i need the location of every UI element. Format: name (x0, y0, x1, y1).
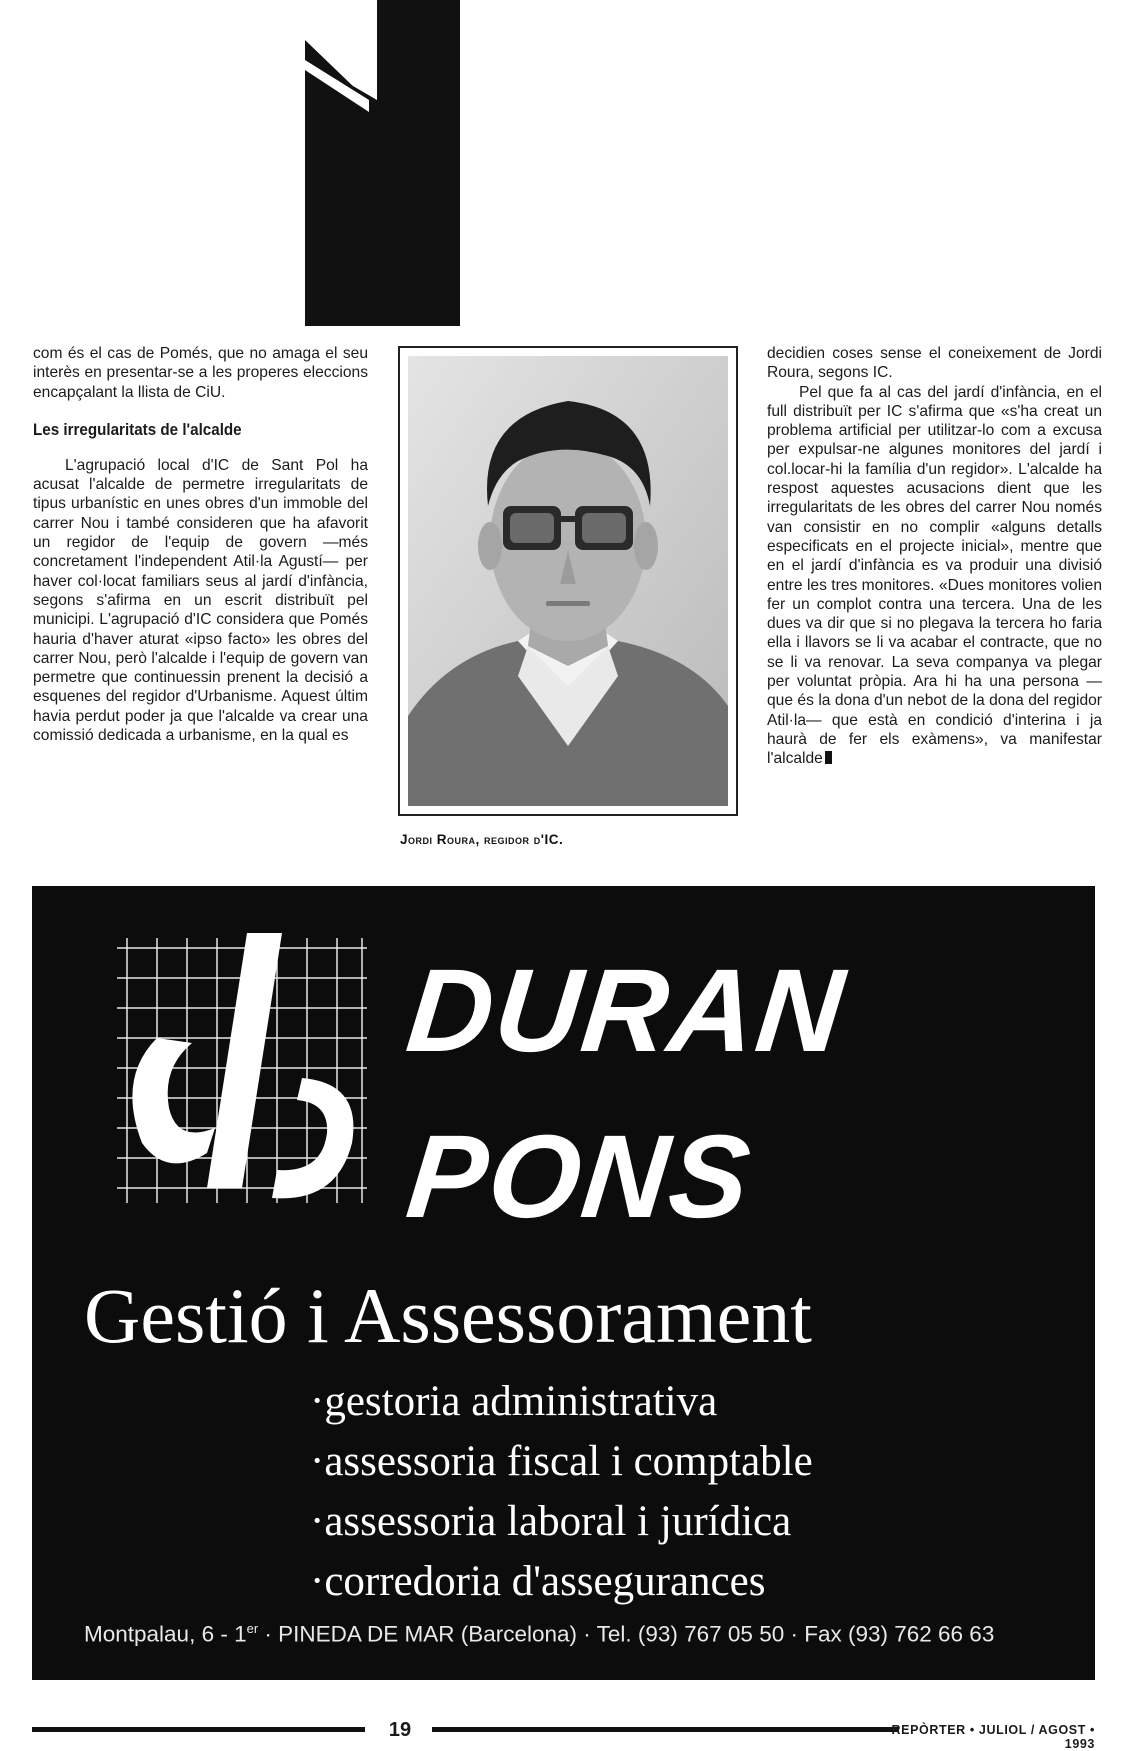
advert-contact-floor-suffix: er (246, 1621, 259, 1636)
advert-brand-line-1: DURAN (401, 945, 852, 1077)
advert-service-item: · corredoria d'assegurances (310, 1552, 813, 1612)
advert-brand-line-2: PONS (401, 1111, 758, 1243)
article-paragraph: L'agrupació local d'IC de Sant Pol ha acusat l'alcalde de permetre irregularitats de tipus urbanístic en unes obres d'un immoble del carrer Nou i també consideren que ha afavorit un regidor de l'equip de govern —més concretament l'independent Atil·la Agustí— per haver col·locat familiars seus al jardí d'infància, segons s'afirma en un escrit distribuït pel municipi. L'agrupació d'IC considera que Pomés hauria d'haver aturat «ipso facto» les obres del carrer Nou, però l'alcalde i l'equip de govern van permetre que continuessin prenent la decisió a esquenes del regidor d'Urbanisme. Aquest últim havia perdut poder ja que l'alcalde va crear una comissió dedicada a urbanisme, en la qual es (33, 456, 368, 745)
article-left-column (33, 344, 368, 745)
magazine-issue-label: REPÒRTER • JULIOL / AGOST • 1993 (891, 1723, 1095, 1751)
advert-service-item: · gestoria administrativa (310, 1372, 813, 1432)
advert-contact-details: · PINEDA DE MAR (Barcelona) · Tel. (93) 767 05 50 · Fax (93) 762 66 63 (258, 1621, 995, 1647)
portrait-photo (408, 356, 728, 806)
article-paragraph: com és el cas de Pomés, que no amaga el seu interès en presentar-se a les properes eleccions encapçalant la llista de CiU. (33, 345, 368, 401)
advert-service-item: · assessoria fiscal i comptable (310, 1432, 813, 1492)
article-subheading: Les irregularitats de l'alcalde (33, 420, 242, 439)
page-number: 19 (388, 1719, 412, 1741)
page-footer (32, 1718, 1095, 1751)
end-of-article-mark (825, 751, 832, 764)
article-paragraph (767, 383, 1102, 769)
advert-tagline: Gestió i Assessorament (84, 1272, 812, 1359)
section-initial-n-graphic (305, 0, 460, 326)
photo-caption: Jordi Roura, regidor d'IC. (400, 832, 564, 847)
duran-pons-logo-icon (97, 928, 382, 1218)
advert-service-item: · assessoria laboral i jurídica (310, 1492, 813, 1552)
advert-contact-line (84, 1616, 1044, 1648)
article-paragraph: decidien coses sense el coneixement de Jordi Roura, segons IC. (767, 345, 1102, 382)
advertisement-duran-pons (32, 886, 1095, 1680)
footer-rule-left (32, 1727, 365, 1732)
footer-rule-right (432, 1727, 899, 1732)
article-right-column (767, 344, 1102, 769)
portrait-illustration (408, 356, 728, 806)
portrait-photo-frame (398, 346, 738, 816)
article-paragraph-text: Pel que fa al cas del jardí d'infància, en el full distribuït per IC s'afirma que «s'ha creat un problema artificial per utilitzar-lo com a excusa per expulsar-ne algunes monitores del jardí i col.locar-hi la família d'un regidor». L'alcalde ha respost aquestes acusacions dient que les irregularitats de les obres del carrer Nou només van consistir en no complir «alguns detalls especificats en el projecte inicial», mentre que en el jardí d'infància es va produir una divisió entre les tres monitores. «Dues monitores volien fer un complot contra una tercera. Una de les dues va dir que si no plegava la tercera ho faria ella i llavors se li va acabar el contracte, que no se li va renovar. La seva companya va plegar per voluntat pròpia. Ara hi ha una persona —que és la dona d'un nebot de la dona del regidor Atil·la— que està en condició d'interina i ja haurà de fer els exàmens», va manifestar l'alcalde (767, 383, 1102, 768)
advert-services-list (310, 1372, 813, 1612)
advert-contact-address: Montpalau, 6 - 1 (84, 1621, 247, 1647)
